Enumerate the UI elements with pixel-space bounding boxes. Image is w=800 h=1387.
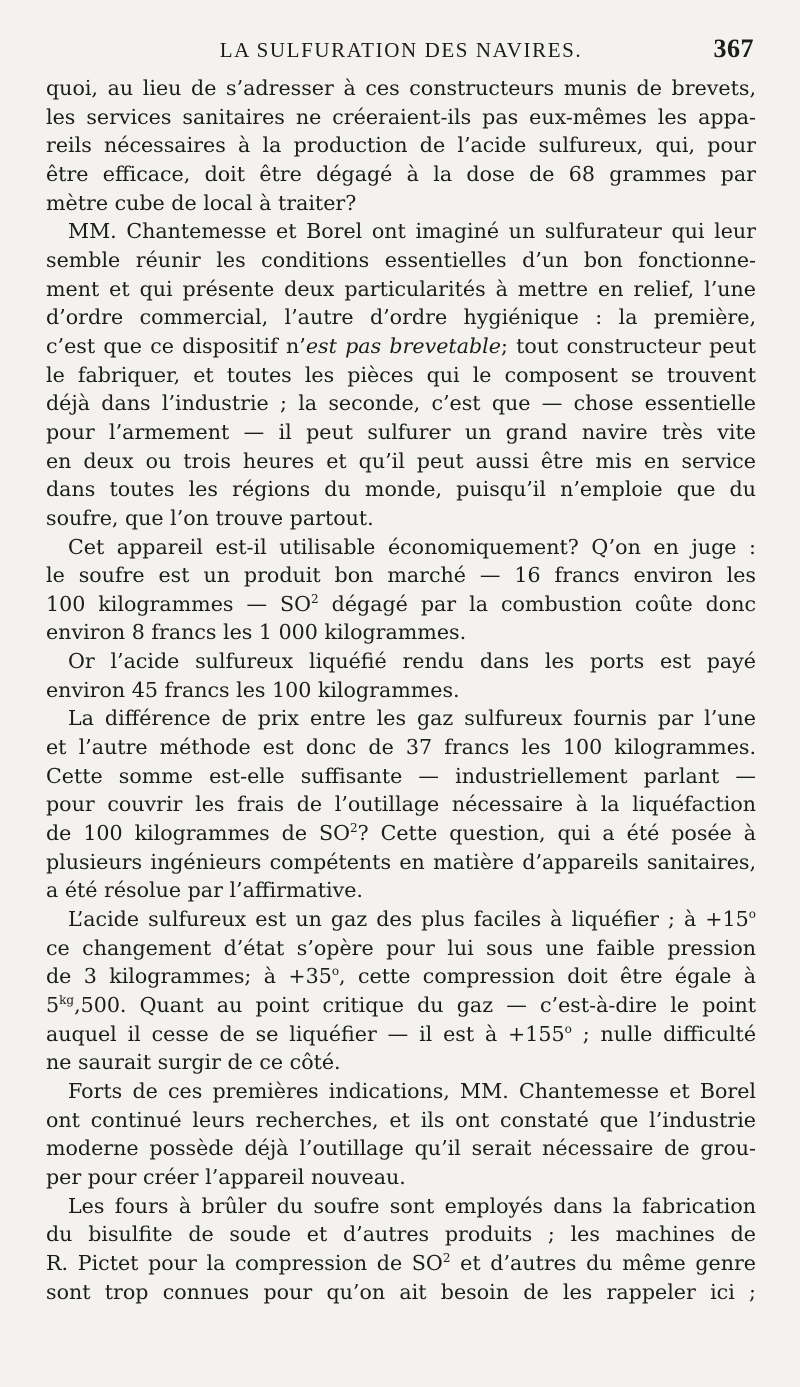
text-line: Les fours à brûler du soufre sont employés dans la fabrication bbox=[68, 1193, 756, 1218]
page-number: 367 bbox=[713, 34, 754, 63]
text-line: ont continué leurs recherches, et ils ont constaté que l’industrie bbox=[46, 1107, 756, 1132]
superscript: 2 bbox=[349, 821, 358, 836]
paragraph-7 bbox=[46, 1077, 756, 1192]
text-fragment: ; tout constructeur peut bbox=[500, 333, 756, 358]
body-text bbox=[46, 74, 756, 1306]
text-fragment: de 100 kilogrammes de SO bbox=[46, 821, 350, 846]
superscript: o bbox=[748, 907, 756, 922]
text-line: déjà dans l’industrie ; la seconde, c’est que — chose essentielle bbox=[46, 391, 756, 416]
paragraph-3 bbox=[46, 533, 756, 648]
text-line: MM. Chantemesse et Borel ont imaginé un sulfurateur qui leur bbox=[68, 219, 756, 244]
paragraph-8 bbox=[46, 1192, 756, 1307]
text-fragment: R. Pictet pour la compression de SO bbox=[46, 1250, 443, 1275]
running-title: LA SULFURATION DES NAVIRES. bbox=[219, 38, 583, 62]
text-line: être efficace, doit être dégagé à la dose de 68 grammes par bbox=[46, 161, 756, 186]
superscript: o bbox=[564, 1021, 572, 1036]
text-fragment: 5 bbox=[46, 993, 60, 1017]
text-line bbox=[46, 1020, 756, 1049]
text-line: les services sanitaires ne créeraient-ils pas eux-mêmes les appa- bbox=[46, 104, 756, 129]
superscript: o bbox=[331, 964, 340, 979]
text-fragment: ? Cette question, qui a été posée à bbox=[357, 821, 756, 846]
text-line: mètre cube de local à traiter? bbox=[46, 190, 357, 215]
text-line: Forts de ces premières indications, MM. Chantemesse et Borel bbox=[68, 1078, 756, 1103]
text-line: per pour créer l’appareil nouveau. bbox=[46, 1164, 406, 1189]
text-line: dans toutes les régions du monde, puisqu’il n’emploie que du bbox=[46, 477, 756, 502]
text-line bbox=[46, 991, 756, 1020]
text-line: pour l’armement — il peut sulfurer un grand navire très vite bbox=[46, 419, 756, 444]
text-line: le fabriquer, et toutes les pièces qui le composent se trouvent bbox=[46, 362, 756, 387]
text-fragment: 100 kilogrammes — SO bbox=[46, 591, 312, 616]
text-line: plusieurs ingénieurs compétents en matière d’appareils sanitaires, bbox=[46, 849, 756, 874]
text-line: Cet appareil est-il utilisable économiquement? Q’on en juge : bbox=[68, 534, 756, 559]
text-line: environ 45 francs les 100 kilogrammes. bbox=[46, 677, 460, 702]
text-fragment: c’est que ce dispositif n’ bbox=[46, 333, 306, 358]
text-fragment: L’acide sulfureux est un gaz des plus faciles à liquéfier ; à +15 bbox=[68, 907, 749, 932]
italic-phrase: est pas brevetable bbox=[305, 333, 501, 358]
text-line: quoi, au lieu de s’adresser à ces constructeurs munis de brevets, bbox=[46, 76, 756, 100]
text-line: moderne possède déjà l’outillage qu’il serait nécessaire de grou- bbox=[46, 1136, 756, 1161]
text-line: ne saurait surgir de ce côté. bbox=[46, 1050, 341, 1075]
superscript: 2 bbox=[442, 1251, 451, 1266]
text-fragment: , cette compression doit être égale à bbox=[339, 964, 756, 989]
paragraph-6 bbox=[46, 905, 756, 1077]
paragraph-5 bbox=[46, 704, 756, 905]
paragraph-2 bbox=[46, 217, 756, 532]
text-line bbox=[46, 819, 756, 848]
text-line bbox=[46, 332, 756, 361]
text-line: d’ordre commercial, l’autre d’ordre hygiénique : la première, bbox=[46, 305, 756, 330]
text-line: sont trop connues pour qu’on ait besoin de les rappeler ici ; bbox=[46, 1279, 756, 1304]
text-line bbox=[46, 962, 756, 991]
text-fragment: dégagé par la combustion coûte donc bbox=[318, 591, 756, 616]
text-line: en deux ou trois heures et qu’il peut aussi être mis en service bbox=[46, 448, 756, 473]
text-line: Or l’acide sulfureux liquéfié rendu dans les ports est payé bbox=[68, 649, 756, 674]
text-line bbox=[46, 1249, 756, 1278]
text-line: pour couvrir les frais de l’outillage nécessaire à la liquéfaction bbox=[46, 792, 756, 817]
paragraph-1 bbox=[46, 74, 756, 217]
text-line: reils nécessaires à la production de l’acide sulfureux, qui, pour bbox=[46, 133, 756, 158]
text-line: du bisulfite de soude et d’autres produits ; les machines de bbox=[46, 1222, 756, 1247]
text-line: a été résolue par l’affirmative. bbox=[46, 878, 363, 903]
text-line bbox=[46, 905, 756, 934]
text-line: semble réunir les conditions essentielles d’un bon fonctionne- bbox=[46, 247, 756, 272]
text-line: ce changement d’état s’opère pour lui sous une faible pression bbox=[46, 935, 756, 960]
text-fragment: ; nulle difficulté bbox=[571, 1021, 756, 1046]
text-line: soufre, que l’on trouve partout. bbox=[46, 505, 374, 530]
superscript: kg bbox=[59, 993, 75, 1008]
text-line bbox=[46, 590, 756, 619]
text-line: La différence de prix entre les gaz sulfureux fournis par l’une bbox=[68, 706, 756, 731]
superscript: 2 bbox=[311, 591, 319, 606]
text-fragment: et d’autres du même genre bbox=[450, 1250, 756, 1275]
running-head bbox=[46, 30, 756, 74]
paragraph-4 bbox=[46, 647, 756, 704]
text-fragment: de 3 kilogrammes; à +35 bbox=[46, 964, 332, 989]
text-line: environ 8 francs les 1 000 kilogrammes. bbox=[46, 620, 467, 645]
text-line: le soufre est un produit bon marché — 16 francs environ les bbox=[46, 563, 756, 588]
text-fragment: auquel il cesse de se liquéfier — il est à +155 bbox=[46, 1021, 565, 1046]
text-line: et l’autre méthode est donc de 37 francs les 100 kilogrammes. bbox=[46, 735, 756, 760]
text-fragment: ,500. Quant au point critique du gaz — c’est-à-dire le point bbox=[74, 993, 756, 1017]
text-line: Cette somme est-elle suffisante — industriellement parlant — bbox=[46, 763, 756, 788]
text-line: ment et qui présente deux particularités à mettre en relief, l’une bbox=[46, 276, 756, 301]
